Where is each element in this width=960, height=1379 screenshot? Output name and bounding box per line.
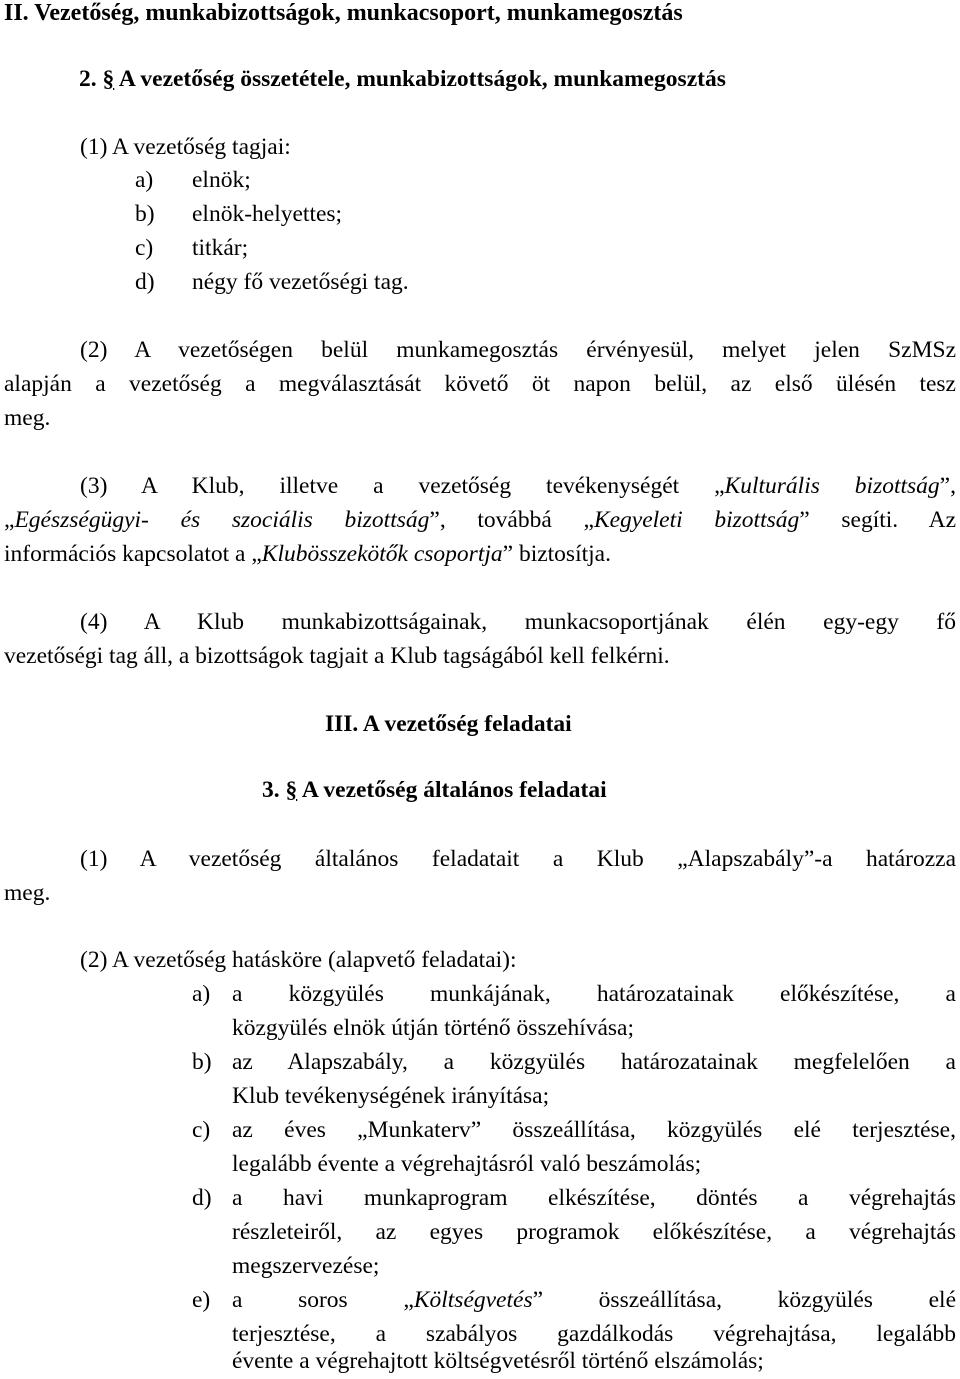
p1-item-label: b) xyxy=(135,201,155,227)
p2-line: alapján a vezetőség a megválasztását követő öt napon belül, az első ülésén tesz xyxy=(4,371,956,397)
quote-open: „ xyxy=(251,541,262,567)
quote-open: „ xyxy=(357,1117,368,1143)
s3p2-item-line: közgyülés elnök útján történő összehívása; xyxy=(232,1015,635,1041)
s3p2-item-line: évente a végrehajtott költségvetésről történő elszámolás; xyxy=(232,1348,764,1374)
s3p2-item-line: megszervezése; xyxy=(232,1253,380,1279)
text: (1) A vezetőség általános feladatait a Klub xyxy=(80,846,678,872)
text: ”, xyxy=(939,473,956,499)
paragraph-3-title xyxy=(262,773,607,807)
p1-item-text: négy fő vezetőségi tag. xyxy=(192,269,409,295)
s3p2-item-line: részleteiről, az egyes programok előkészítése, a végrehajtás xyxy=(232,1219,956,1245)
text: információs kapcsolatot a xyxy=(4,541,252,567)
p4-line: vezetőségi tag áll, a bizottságok tagjait a Klub tagságából kell felkérni. xyxy=(4,643,670,669)
paragraph-sign: § xyxy=(102,66,115,92)
s3p2-item-label: d) xyxy=(192,1185,212,1211)
quote-open: „ xyxy=(403,1287,414,1313)
quote-open: „ xyxy=(677,846,688,872)
p4-line: (4) A Klub munkabizottságainak, munkacsoportjának élén egy-egy fő xyxy=(80,609,956,635)
s3p2-item-label: e) xyxy=(192,1287,211,1313)
s3p2-item-label: b) xyxy=(192,1049,212,1075)
committee-name: Kulturális bizottság xyxy=(724,473,940,499)
group-name: Klubösszekötők csoportja xyxy=(261,541,503,567)
s3p2-item-label: a) xyxy=(192,981,211,1007)
quote-open: „ xyxy=(714,473,725,499)
committee-name: Kegyeleti bizottság xyxy=(593,507,800,533)
s3p2-item-label: c) xyxy=(192,1117,211,1143)
p3-line-1 xyxy=(80,469,956,503)
text: Alapszabály”-a határozza xyxy=(687,846,957,872)
p1-item-label: d) xyxy=(135,269,155,295)
paragraph-sign: § xyxy=(285,777,298,803)
s3p2-item-line: Klub tevékenységének irányítása; xyxy=(232,1083,550,1109)
p3-line-2 xyxy=(4,503,956,537)
s3p2-item-line: legalább évente a végrehajtásról való beszámolás; xyxy=(232,1151,702,1177)
paragraph-title-text: A vezetőség összetétele, munkabizottságok, munkamegosztás xyxy=(118,66,726,92)
p3-line-3 xyxy=(4,537,611,571)
section-heading-ii: II. Vezetőség, munkabizottságok, munkacsoport, munkamegosztás xyxy=(4,0,683,26)
document-name: Költségvetés xyxy=(413,1287,533,1313)
p1-item-label: c) xyxy=(135,235,154,261)
text: Munkaterv” összeállítása, közgyülés elé terjesztése, xyxy=(367,1117,956,1143)
quote-open: „ xyxy=(583,507,594,533)
text: ” összeállítása, közgyülés elé xyxy=(532,1287,957,1313)
s3p1-line-1 xyxy=(80,842,956,876)
s3p2-intro: (2) A vezetőség hatásköre (alapvető feladatai): xyxy=(80,947,517,973)
p1-item-text: elnök; xyxy=(192,167,251,193)
quote-open: „ xyxy=(4,507,15,533)
s3p2-item-line: az Alapszabály, a közgyülés határozatainak megfelelően a xyxy=(232,1049,956,1075)
paragraph-title-text: A vezetőség általános feladatai xyxy=(301,777,607,803)
text: ”, továbbá xyxy=(429,507,584,533)
p1-intro: (1) A vezetőség tagjai: xyxy=(80,134,291,160)
text: a soros xyxy=(232,1287,404,1313)
paragraph-2-title xyxy=(79,62,726,96)
s3p2-item-line: a havi munkaprogram elkészítése, döntés a végrehajtás xyxy=(232,1185,956,1211)
text: az éves xyxy=(232,1117,358,1143)
s3p2-item-line xyxy=(232,1113,956,1147)
text: (3) A Klub, illetve a vezetőség tevékenységét xyxy=(80,473,715,499)
s3p2-item-line: a közgyülés munkájának, határozatainak előkészítése, a xyxy=(232,981,956,1007)
section-heading-iii: III. A vezetőség feladatai xyxy=(325,711,572,737)
p1-item-label: a) xyxy=(135,167,154,193)
p1-item-text: elnök-helyettes; xyxy=(192,201,343,227)
p2-line: meg. xyxy=(4,405,51,431)
paragraph-number: 3. xyxy=(262,777,280,803)
p1-item-text: titkár; xyxy=(192,235,249,261)
text: ” segíti. Az xyxy=(799,507,956,533)
s3p2-item-line xyxy=(232,1283,956,1317)
text: ” biztosítja. xyxy=(502,541,611,567)
s3p2-item-line: terjesztése, a szabályos gazdálkodás végrehajtása, legalább xyxy=(232,1321,956,1347)
s3p1-line-2: meg. xyxy=(4,880,51,906)
p2-line: (2) A vezetőségen belül munkamegosztás érvényesül, melyet jelen SzMSz xyxy=(80,337,956,363)
committee-name: Egészségügyi- és szociális bizottság xyxy=(14,507,430,533)
paragraph-number: 2. xyxy=(79,66,97,92)
